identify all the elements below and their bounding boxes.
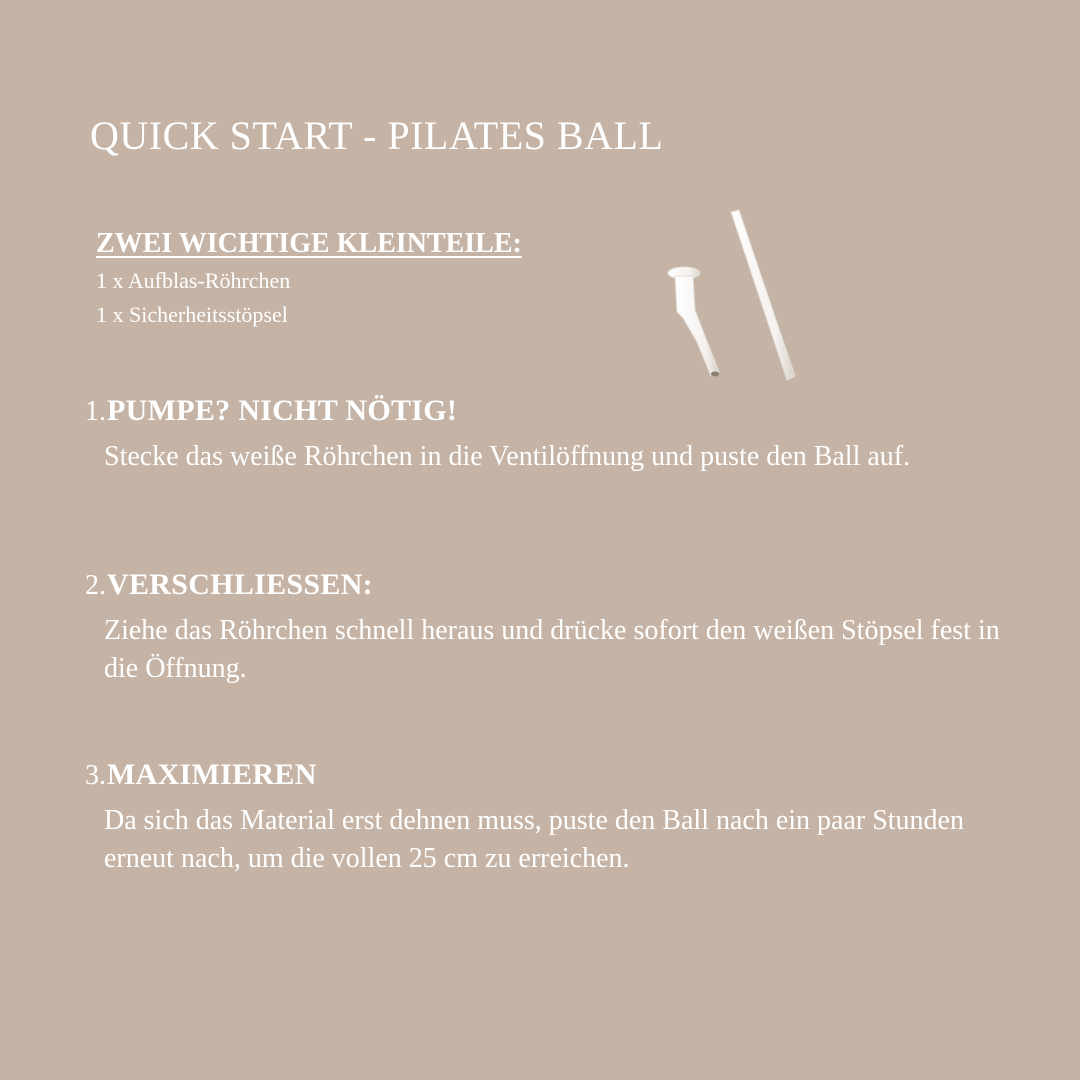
- parts-item-tube: 1 x Aufblas-Röhrchen: [96, 268, 291, 293]
- step-number: 3.: [85, 760, 106, 791]
- step-1: [76, 394, 1016, 476]
- parts-section: [96, 228, 656, 332]
- step-description: Ziehe das Röhrchen schnell heraus und drücke sofort den weißen Stöpsel fest in die Öffnung.: [104, 615, 1000, 684]
- page-title: QUICK START - PILATES BALL: [90, 113, 664, 158]
- step-2: [76, 568, 1016, 688]
- step-title: MAXIMIEREN: [107, 758, 317, 791]
- step-number: 2.: [85, 570, 106, 601]
- step-description: Stecke das weiße Röhrchen in die Ventilöffnung und puste den Ball auf.: [104, 441, 911, 472]
- parts-heading: ZWEI WICHTIGE KLEINTEILE:: [96, 228, 522, 259]
- step-description: Da sich das Material erst dehnen muss, puste den Ball nach ein paar Stunden erneut nach, um die vollen 25 cm zu erreichen.: [104, 805, 964, 874]
- small-parts-image: [655, 200, 815, 390]
- step-3: [76, 758, 1016, 878]
- parts-item-stopper: 1 x Sicherheitsstöpsel: [96, 302, 288, 327]
- stopper-icon: [668, 267, 719, 377]
- step-number: 1.: [85, 396, 106, 427]
- step-title: PUMPE? NICHT NÖTIG!: [107, 394, 458, 427]
- tube-icon: [731, 210, 795, 380]
- step-title: VERSCHLIESSEN:: [107, 568, 373, 601]
